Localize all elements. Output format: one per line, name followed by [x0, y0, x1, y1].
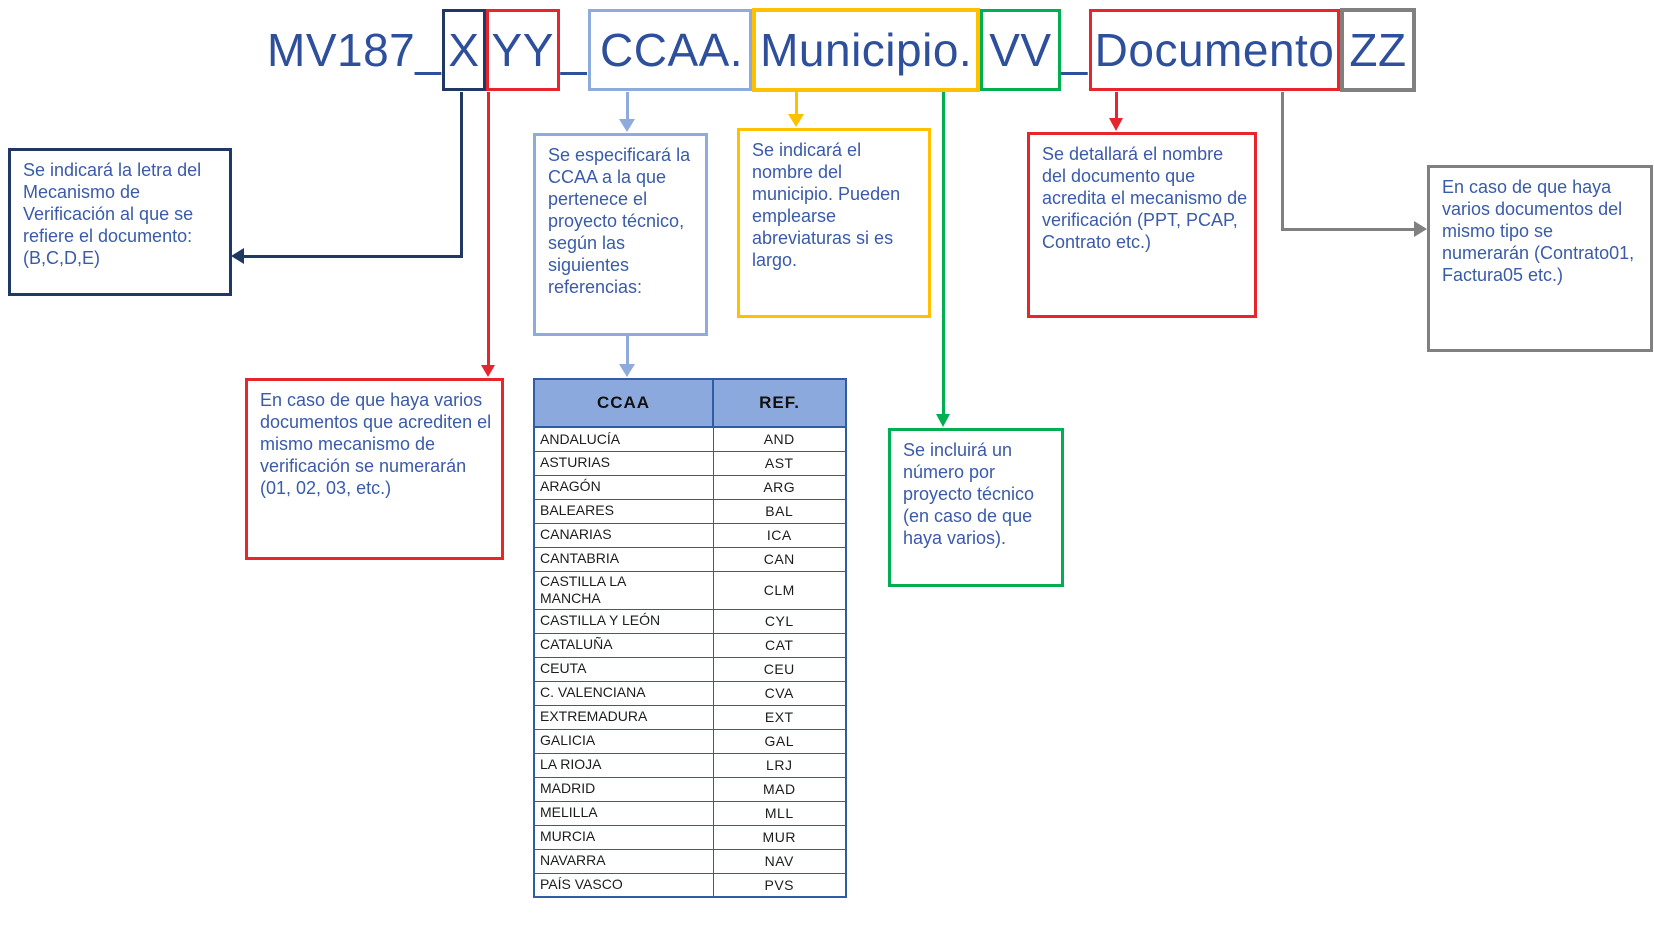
arrow-down-icon — [1109, 118, 1123, 131]
callout-municipio — [737, 128, 931, 318]
table-row — [534, 451, 846, 475]
table-row — [534, 801, 846, 825]
ccaa-ref-cell: MLL — [713, 801, 846, 825]
ccaa-ref-cell: GAL — [713, 729, 846, 753]
title-segment-proyecto-number: VV — [980, 9, 1060, 91]
callout-text: Se indicará el nombre del municipio. Pueden emplearse abreviaturas si es largo. — [752, 140, 901, 270]
ccaa-reference-table — [533, 378, 847, 898]
table-header-ccaa: CCAA — [534, 379, 713, 427]
callout-text: En caso de que haya varios documentos que acrediten el mismo mecanismo de verificación se numerarán (01, 02, 03, etc.) — [260, 390, 492, 498]
ccaa-name-cell: CANTABRIA — [534, 547, 713, 571]
table-header-row — [534, 379, 846, 427]
ccaa-ref-cell: CEU — [713, 657, 846, 681]
ccaa-ref-cell: PVS — [713, 873, 846, 897]
title-segment-ccaa-code: CCAA. — [588, 9, 752, 91]
title-segment-prefix: MV187_ — [267, 24, 442, 76]
ccaa-name-cell: GALICIA — [534, 729, 713, 753]
ccaa-name-cell: ANDALUCÍA — [534, 427, 713, 451]
table-row — [534, 657, 846, 681]
ccaa-ref-cell: AST — [713, 451, 846, 475]
ccaa-ref-cell: MAD — [713, 777, 846, 801]
title-segment-separator-2: _ — [1061, 24, 1088, 76]
ccaa-name-cell: MURCIA — [534, 825, 713, 849]
connector-mecanismo-horizontal — [243, 255, 463, 258]
filename-title — [266, 8, 1416, 92]
ccaa-name-cell: MELILLA — [534, 801, 713, 825]
table-row — [534, 571, 846, 609]
ccaa-name-cell: EXTREMADURA — [534, 705, 713, 729]
table-row — [534, 523, 846, 547]
table-header-ref: REF. — [713, 379, 846, 427]
title-segment-documento-number: ZZ — [1340, 8, 1415, 92]
ccaa-name-cell: ASTURIAS — [534, 451, 713, 475]
table-row — [534, 499, 846, 523]
table-row — [534, 609, 846, 633]
table-row — [534, 729, 846, 753]
ccaa-name-cell: CASTILLA LA MANCHA — [534, 571, 713, 609]
title-segment-mecanismo-doc-number: YY — [486, 9, 560, 91]
arrow-down-icon — [481, 365, 495, 377]
callout-varios-documentos-tipo — [1427, 165, 1653, 352]
callout-text: Se especificará la CCAA a la que pertenece el proyecto técnico, según las siguientes referencias: — [548, 145, 691, 297]
ccaa-name-cell: ARAGÓN — [534, 475, 713, 499]
arrow-down-icon — [788, 114, 804, 127]
ccaa-ref-cell: LRJ — [713, 753, 846, 777]
callout-varios-documentos-mecanismo — [245, 378, 504, 560]
ccaa-name-cell: CEUTA — [534, 657, 713, 681]
ccaa-name-cell: MADRID — [534, 777, 713, 801]
connector-varios-tipo-horizontal — [1281, 228, 1416, 231]
table-row — [534, 427, 846, 451]
table-row — [534, 475, 846, 499]
connector-documento — [1115, 92, 1118, 119]
connector-mecanismo-vertical — [460, 92, 463, 257]
ccaa-ref-cell: CYL — [713, 609, 846, 633]
ccaa-name-cell: CASTILLA Y LEÓN — [534, 609, 713, 633]
callout-mecanismo-letra — [8, 148, 232, 296]
ccaa-name-cell: LA RIOJA — [534, 753, 713, 777]
arrow-down-icon — [619, 364, 635, 377]
table-row — [534, 753, 846, 777]
ccaa-name-cell: CANARIAS — [534, 523, 713, 547]
arrow-down-icon — [936, 414, 950, 427]
table-row — [534, 633, 846, 657]
callout-documento — [1027, 132, 1257, 318]
table-row — [534, 681, 846, 705]
connector-proyecto — [942, 92, 945, 416]
table-row — [534, 547, 846, 571]
ccaa-ref-cell: ARG — [713, 475, 846, 499]
ccaa-ref-cell: ICA — [713, 523, 846, 547]
table-row — [534, 705, 846, 729]
ccaa-name-cell: PAÍS VASCO — [534, 873, 713, 897]
arrow-right-icon — [1414, 221, 1427, 237]
ccaa-ref-cell: CVA — [713, 681, 846, 705]
callout-ccaa — [533, 133, 708, 336]
title-segment-separator-1: _ — [560, 24, 587, 76]
ccaa-ref-cell: BAL — [713, 499, 846, 523]
connector-ccaa — [626, 92, 629, 121]
callout-text: Se indicará la letra del Mecanismo de Verificación al que se refiere el documento: (B,C,D,E) — [23, 160, 202, 268]
title-segment-municipio: Municipio. — [752, 8, 980, 92]
table-row — [534, 777, 846, 801]
connector-varios-mecanismo — [487, 92, 490, 366]
table-row — [534, 873, 846, 897]
title-segment-documento-name: Documento — [1089, 9, 1341, 91]
callout-text: Se detallará el nombre del documento que acredita el mecanismo de verificación (PPT, PCAP, Contrato etc.) — [1042, 144, 1248, 252]
callout-numero-proyecto — [888, 428, 1064, 587]
ccaa-ref-cell: EXT — [713, 705, 846, 729]
callout-text: Se incluirá un número por proyecto técnico (en caso de que haya varios). — [903, 440, 1035, 548]
ccaa-ref-cell: AND — [713, 427, 846, 451]
ccaa-ref-cell: CLM — [713, 571, 846, 609]
connector-municipio — [795, 92, 798, 116]
connector-ccaa-to-table — [626, 336, 629, 366]
arrow-left-icon — [231, 248, 244, 264]
table-row — [534, 825, 846, 849]
ccaa-name-cell: BALEARES — [534, 499, 713, 523]
callout-text: En caso de que haya varios documentos del mismo tipo se numerarán (Contrato01, Factura05 etc.) — [1442, 177, 1635, 285]
ccaa-name-cell: C. VALENCIANA — [534, 681, 713, 705]
title-segment-mecanismo-letter: X — [442, 9, 485, 91]
ccaa-ref-cell: CAN — [713, 547, 846, 571]
ccaa-ref-cell: MUR — [713, 825, 846, 849]
ccaa-table-body — [534, 427, 846, 897]
connector-varios-tipo-vertical — [1281, 92, 1284, 230]
table-row — [534, 849, 846, 873]
ccaa-name-cell: NAVARRA — [534, 849, 713, 873]
ccaa-ref-cell: CAT — [713, 633, 846, 657]
arrow-down-icon — [619, 119, 635, 132]
ccaa-name-cell: CATALUÑA — [534, 633, 713, 657]
ccaa-ref-cell: NAV — [713, 849, 846, 873]
